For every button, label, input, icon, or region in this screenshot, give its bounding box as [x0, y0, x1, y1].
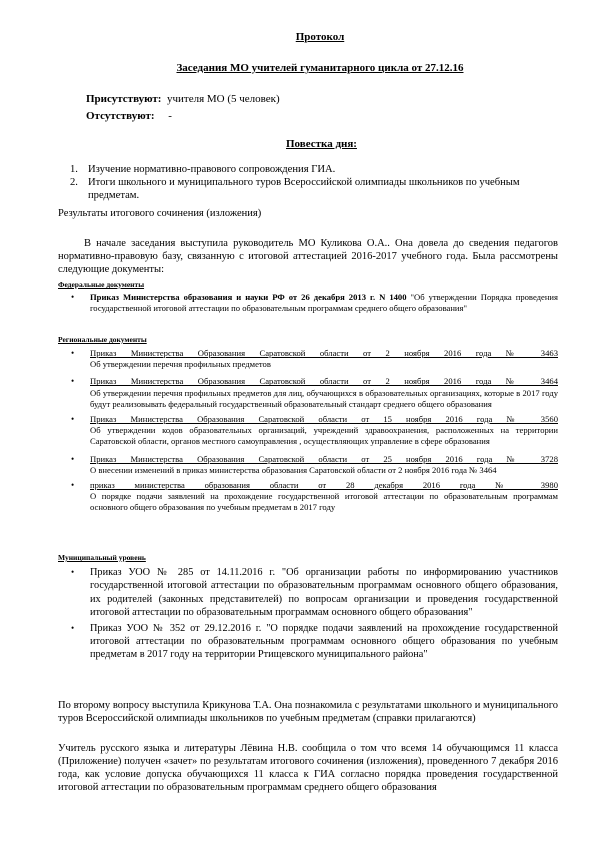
municipal-item-text: Приказ УОО № 285 от 14.11.2016 г. "Об организации работы по информированию участников государственной итоговой аттестации по образовательным программам основного общего образования, их родителей (законных представителей) по вопросам организации и проведения государственной итоговой аттестации по образовательным программам основного общего образования"	[90, 567, 558, 619]
regional-item-title: приказ министерства образования области от 28 декабря 2016 года № 3980	[90, 480, 558, 491]
regional-item	[58, 348, 558, 370]
municipal-item-text: Приказ УОО № 352 от 29.12.2016 г. "О порядке подачи заявлений на прохождение государственной итоговой аттестации по образовательным программам основного общего образования по учебным предметам в 2017 году на территории Ртищевского муниципального района"	[90, 622, 558, 661]
present-value: учителя МО (5 человек)	[166, 93, 280, 105]
bullet-icon: •	[71, 376, 75, 387]
intro-paragraph: В начале заседания выступила руководитель МО Куликова О.А.. Она довела до сведения педагогов нормативно-правовую базу, связанную с итоговой аттестацией 2016-2017 учебного года. Была рассмотрены следующие документы:	[58, 238, 558, 275]
bullet-icon: •	[71, 348, 75, 358]
regional-item-desc: Об утверждении кодов образовательных организаций, учреждений здравоохранения, расположенных на территории Саратовской области, органов местного самоуправления , осуществляющих управление в сфере образования	[90, 425, 558, 447]
bullet-icon: •	[71, 622, 75, 633]
agenda-item-number: 1.	[70, 164, 78, 175]
bullet-icon: •	[71, 292, 75, 302]
meeting-subtitle: Заседания МО учителей гуманитарного цикла от 27.12.16	[176, 62, 464, 74]
municipal-item	[58, 622, 558, 662]
federal-heading: Федеральные документы	[58, 280, 145, 289]
regional-heading: Региональные документы	[58, 335, 147, 344]
federal-list	[58, 292, 558, 314]
agenda-item	[58, 163, 558, 176]
agenda-item	[58, 176, 558, 202]
regional-item-title: Приказ Министерства Образования Саратовской области от 25 ноября 2016 года № 3728	[90, 453, 558, 464]
agenda-item-text: Итоги школьного и муниципального туров Всероссийской олимпиады школьников по учебным предметам.	[88, 177, 520, 201]
bullet-icon: •	[71, 453, 75, 464]
regional-item-desc: Об утверждении перечня профильных предметов для лиц, обучающихся в образовательных организациях, которые в 2017 году будут реализовывать федеральный государственный образовательный стандарт среднего общего образования	[90, 387, 558, 409]
regional-list	[58, 348, 558, 514]
regional-item	[58, 376, 558, 410]
federal-item	[58, 292, 558, 314]
agenda-item-number: 2.	[70, 177, 78, 188]
bullet-icon: •	[71, 567, 75, 577]
regional-item-desc: О порядке подачи заявлений на прохождение государственной итоговой аттестации по образовательным программам основного общего образования по учебным предметам в 2017 году	[90, 491, 558, 513]
agenda-item-text: Изучение нормативно-правового сопровождения ГИА.	[88, 164, 336, 175]
municipal-list	[58, 566, 558, 662]
regional-item-desc: О внесении изменений в приказ министерства образования Саратовской области от 2 ноября 2016 года № 3464	[90, 464, 497, 475]
federal-item-desc: "Об утверждении Порядка проведения государственной итоговой аттестации по образовательным программам среднего общего образования"	[90, 292, 558, 314]
absent-value: -	[168, 110, 172, 122]
regional-item	[58, 480, 558, 514]
regional-item-desc: Об утверждении перечня профильных предметов	[90, 359, 271, 370]
present-line	[86, 93, 280, 105]
present-label: Присутствуют:	[86, 93, 162, 105]
second-question-paragraph: По второму вопросу выступила Крикунова Т.А. Она познакомила с результатами школьного и муниципального туров Всероссийской олимпиады школьников по учебным предметам (справки прилагаются)	[58, 700, 558, 724]
result-line: Результаты итогового сочинения (изложения)	[58, 208, 262, 219]
absent-label: Отсутствуют:	[86, 110, 155, 122]
regional-item	[58, 454, 558, 476]
regional-item-title: Приказ Министерства Образования Саратовской области от 15 ноября 2016 года № 3560	[90, 414, 558, 425]
municipal-heading: Муниципальный уровень	[58, 553, 146, 562]
federal-item-title: Приказ Министерства образования и науки РФ от 26 декабря 2013 г. N 1400	[90, 292, 411, 302]
teacher-paragraph: Учитель русского языка и литературы Лёвина Н.В. сообщила о том что всемя 14 обучающимся 11 класса (Приложение) получен «зачет» по результатам итогового сочинения (изложения), проведенного 7 декабря 2016 года, как условие допуска обучающихся 11 класса к ГИА согласно порядка проведения государственной итоговой аттестации по образовательным программам среднего общего образования	[58, 743, 558, 793]
municipal-item	[58, 566, 558, 620]
agenda-list	[58, 163, 558, 202]
bullet-icon: •	[71, 414, 75, 425]
bullet-icon: •	[71, 480, 75, 491]
regional-item-title: Приказ Министерства Образования Саратовской области от 2 ноября 2016 года № 3463	[90, 348, 558, 358]
agenda-title: Повестка дня:	[286, 138, 357, 150]
absent-line	[86, 110, 172, 122]
regional-item	[58, 414, 558, 448]
document-title: Протокол	[295, 31, 345, 43]
regional-item-title: Приказ Министерства Образования Саратовской области от 2 ноября 2016 года № 3464	[90, 376, 558, 387]
